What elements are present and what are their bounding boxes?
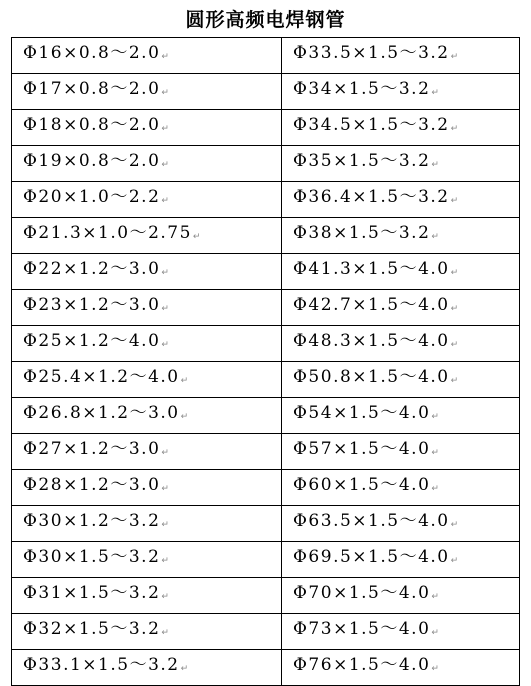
table-cell-left bbox=[12, 506, 282, 542]
table-cell-left bbox=[12, 254, 282, 290]
paragraph-mark-icon: ↵ bbox=[180, 412, 189, 422]
paragraph-mark-icon: ↵ bbox=[450, 124, 459, 134]
table-cell-right bbox=[282, 146, 520, 182]
table-row bbox=[12, 146, 520, 182]
paragraph-mark-icon: ↵ bbox=[431, 664, 439, 674]
paragraph-mark-icon: ↵ bbox=[450, 340, 459, 350]
paragraph-mark-icon: ↵ bbox=[161, 52, 169, 62]
paragraph-mark-icon: ↵ bbox=[450, 52, 459, 62]
paragraph-mark-icon: ↵ bbox=[192, 232, 201, 242]
pipe-spec-text: Φ18×0.8～2.0 bbox=[23, 115, 161, 135]
table-row bbox=[12, 182, 520, 218]
paragraph-mark-icon: ↵ bbox=[161, 592, 169, 602]
table-cell-left bbox=[12, 218, 282, 254]
pipe-spec-text: Φ25×1.2～4.0 bbox=[23, 331, 161, 351]
table-cell-right bbox=[282, 110, 520, 146]
paragraph-mark-icon: ↵ bbox=[431, 412, 439, 422]
table-cell-right bbox=[282, 470, 520, 506]
paragraph-mark-icon: ↵ bbox=[161, 124, 169, 134]
paragraph-mark-icon: ↵ bbox=[450, 196, 459, 206]
pipe-spec-text: Φ26.8×1.2～3.0 bbox=[23, 403, 180, 423]
paragraph-mark-icon: ↵ bbox=[161, 520, 169, 530]
pipe-spec-text: Φ70×1.5～4.0 bbox=[293, 583, 431, 603]
table-row bbox=[12, 506, 520, 542]
table-row bbox=[12, 110, 520, 146]
table-cell-right bbox=[282, 506, 520, 542]
table-cell-right bbox=[282, 290, 520, 326]
pipe-spec-text: Φ33.1×1.5～3.2 bbox=[23, 655, 180, 675]
pipe-spec-text: Φ27×1.2～3.0 bbox=[23, 439, 161, 459]
table-cell-right bbox=[282, 38, 520, 74]
table-row bbox=[12, 398, 520, 434]
pipe-spec-text: Φ34×1.5～3.2 bbox=[293, 79, 431, 99]
pipe-spec-text: Φ69.5×1.5～4.0 bbox=[293, 547, 450, 567]
pipe-spec-text: Φ60×1.5～4.0 bbox=[293, 475, 431, 495]
table-cell-left bbox=[12, 578, 282, 614]
table-cell-left bbox=[12, 38, 282, 74]
paragraph-mark-icon: ↵ bbox=[161, 448, 169, 458]
pipe-spec-text: Φ17×0.8～2.0 bbox=[23, 79, 161, 99]
pipe-spec-text: Φ48.3×1.5～4.0 bbox=[293, 331, 450, 351]
table-cell-left bbox=[12, 614, 282, 650]
table-cell-right bbox=[282, 614, 520, 650]
table-row bbox=[12, 578, 520, 614]
table-row bbox=[12, 542, 520, 578]
table-row bbox=[12, 470, 520, 506]
paragraph-mark-icon: ↵ bbox=[180, 376, 189, 386]
paragraph-mark-icon: ↵ bbox=[431, 160, 439, 170]
pipe-spec-text: Φ41.3×1.5～4.0 bbox=[293, 259, 450, 279]
table-cell-left bbox=[12, 182, 282, 218]
pipe-spec-text: Φ21.3×1.0～2.75 bbox=[23, 223, 192, 243]
table-cell-left bbox=[12, 470, 282, 506]
table-cell-right bbox=[282, 218, 520, 254]
paragraph-mark-icon: ↵ bbox=[161, 88, 169, 98]
paragraph-mark-icon: ↵ bbox=[161, 340, 169, 350]
table-cell-left bbox=[12, 146, 282, 182]
pipe-spec-text: Φ22×1.2～3.0 bbox=[23, 259, 161, 279]
table-cell-right bbox=[282, 650, 520, 686]
pipe-spec-text: Φ20×1.0～2.2 bbox=[23, 187, 161, 207]
paragraph-mark-icon: ↵ bbox=[431, 88, 439, 98]
paragraph-mark-icon: ↵ bbox=[431, 232, 439, 242]
table-cell-left bbox=[12, 398, 282, 434]
pipe-spec-text: Φ23×1.2～3.0 bbox=[23, 295, 161, 315]
paragraph-mark-icon: ↵ bbox=[161, 160, 169, 170]
paragraph-mark-icon: ↵ bbox=[450, 268, 459, 278]
paragraph-mark-icon: ↵ bbox=[161, 484, 169, 494]
table-row bbox=[12, 326, 520, 362]
paragraph-mark-icon: ↵ bbox=[161, 556, 169, 566]
paragraph-mark-icon: ↵ bbox=[431, 484, 439, 494]
table-row bbox=[12, 362, 520, 398]
pipe-spec-text: Φ50.8×1.5～4.0 bbox=[293, 367, 450, 387]
pipe-spec-text: Φ16×0.8～2.0 bbox=[23, 43, 161, 63]
table-row bbox=[12, 38, 520, 74]
paragraph-mark-icon: ↵ bbox=[161, 196, 169, 206]
table-row bbox=[12, 218, 520, 254]
paragraph-mark-icon: ↵ bbox=[431, 448, 439, 458]
pipe-spec-text: Φ76×1.5～4.0 bbox=[293, 655, 431, 675]
pipe-spec-text: Φ32×1.5～3.2 bbox=[23, 619, 161, 639]
paragraph-mark-icon: ↵ bbox=[161, 628, 169, 638]
table-cell-right bbox=[282, 398, 520, 434]
paragraph-mark-icon: ↵ bbox=[431, 628, 439, 638]
pipe-spec-text: Φ36.4×1.5～3.2 bbox=[293, 187, 450, 207]
table-cell-left bbox=[12, 290, 282, 326]
table-row bbox=[12, 614, 520, 650]
table-cell-right bbox=[282, 74, 520, 110]
paragraph-mark-icon: ↵ bbox=[450, 304, 459, 314]
pipe-spec-text: Φ25.4×1.2～4.0 bbox=[23, 367, 180, 387]
pipe-spec-text: Φ35×1.5～3.2 bbox=[293, 151, 431, 171]
pipe-spec-text: Φ57×1.5～4.0 bbox=[293, 439, 431, 459]
pipe-spec-text: Φ34.5×1.5～3.2 bbox=[293, 115, 450, 135]
table-cell-left bbox=[12, 542, 282, 578]
pipe-spec-text: Φ28×1.2～3.0 bbox=[23, 475, 161, 495]
pipe-spec-text: Φ30×1.5～3.2 bbox=[23, 547, 161, 567]
table-cell-right bbox=[282, 326, 520, 362]
pipe-spec-text: Φ38×1.5～3.2 bbox=[293, 223, 431, 243]
table-row bbox=[12, 650, 520, 686]
table-cell-left bbox=[12, 434, 282, 470]
table-cell-right bbox=[282, 578, 520, 614]
pipe-spec-text: Φ42.7×1.5～4.0 bbox=[293, 295, 450, 315]
paragraph-mark-icon: ↵ bbox=[450, 556, 459, 566]
paragraph-mark-icon: ↵ bbox=[161, 304, 169, 314]
table-cell-left bbox=[12, 326, 282, 362]
table-row bbox=[12, 290, 520, 326]
pipe-spec-text: Φ54×1.5～4.0 bbox=[293, 403, 431, 423]
pipe-spec-text: Φ31×1.5～3.2 bbox=[23, 583, 161, 603]
table-row bbox=[12, 74, 520, 110]
table-cell-right bbox=[282, 542, 520, 578]
table-row bbox=[12, 254, 520, 290]
table-cell-right bbox=[282, 434, 520, 470]
table-cell-left bbox=[12, 74, 282, 110]
paragraph-mark-icon: ↵ bbox=[450, 376, 459, 386]
table-cell-left bbox=[12, 362, 282, 398]
table-cell-left bbox=[12, 110, 282, 146]
pipe-spec-table-body bbox=[12, 38, 520, 686]
paragraph-mark-icon: ↵ bbox=[180, 664, 189, 674]
paragraph-mark-icon: ↵ bbox=[450, 520, 459, 530]
table-cell-right bbox=[282, 182, 520, 218]
pipe-spec-text: Φ63.5×1.5～4.0 bbox=[293, 511, 450, 531]
pipe-spec-table bbox=[11, 37, 520, 686]
paragraph-mark-icon: ↵ bbox=[161, 268, 169, 278]
table-cell-right bbox=[282, 362, 520, 398]
pipe-spec-text: Φ33.5×1.5～3.2 bbox=[293, 43, 450, 63]
pipe-spec-text: Φ19×0.8～2.0 bbox=[23, 151, 161, 171]
pipe-spec-text: Φ73×1.5～4.0 bbox=[293, 619, 431, 639]
table-cell-left bbox=[12, 650, 282, 686]
table-cell-right bbox=[282, 254, 520, 290]
pipe-spec-text: Φ30×1.2～3.2 bbox=[23, 511, 161, 531]
table-row bbox=[12, 434, 520, 470]
page-title: 圆形高频电焊钢管 bbox=[185, 9, 346, 31]
paragraph-mark-icon: ↵ bbox=[431, 592, 439, 602]
